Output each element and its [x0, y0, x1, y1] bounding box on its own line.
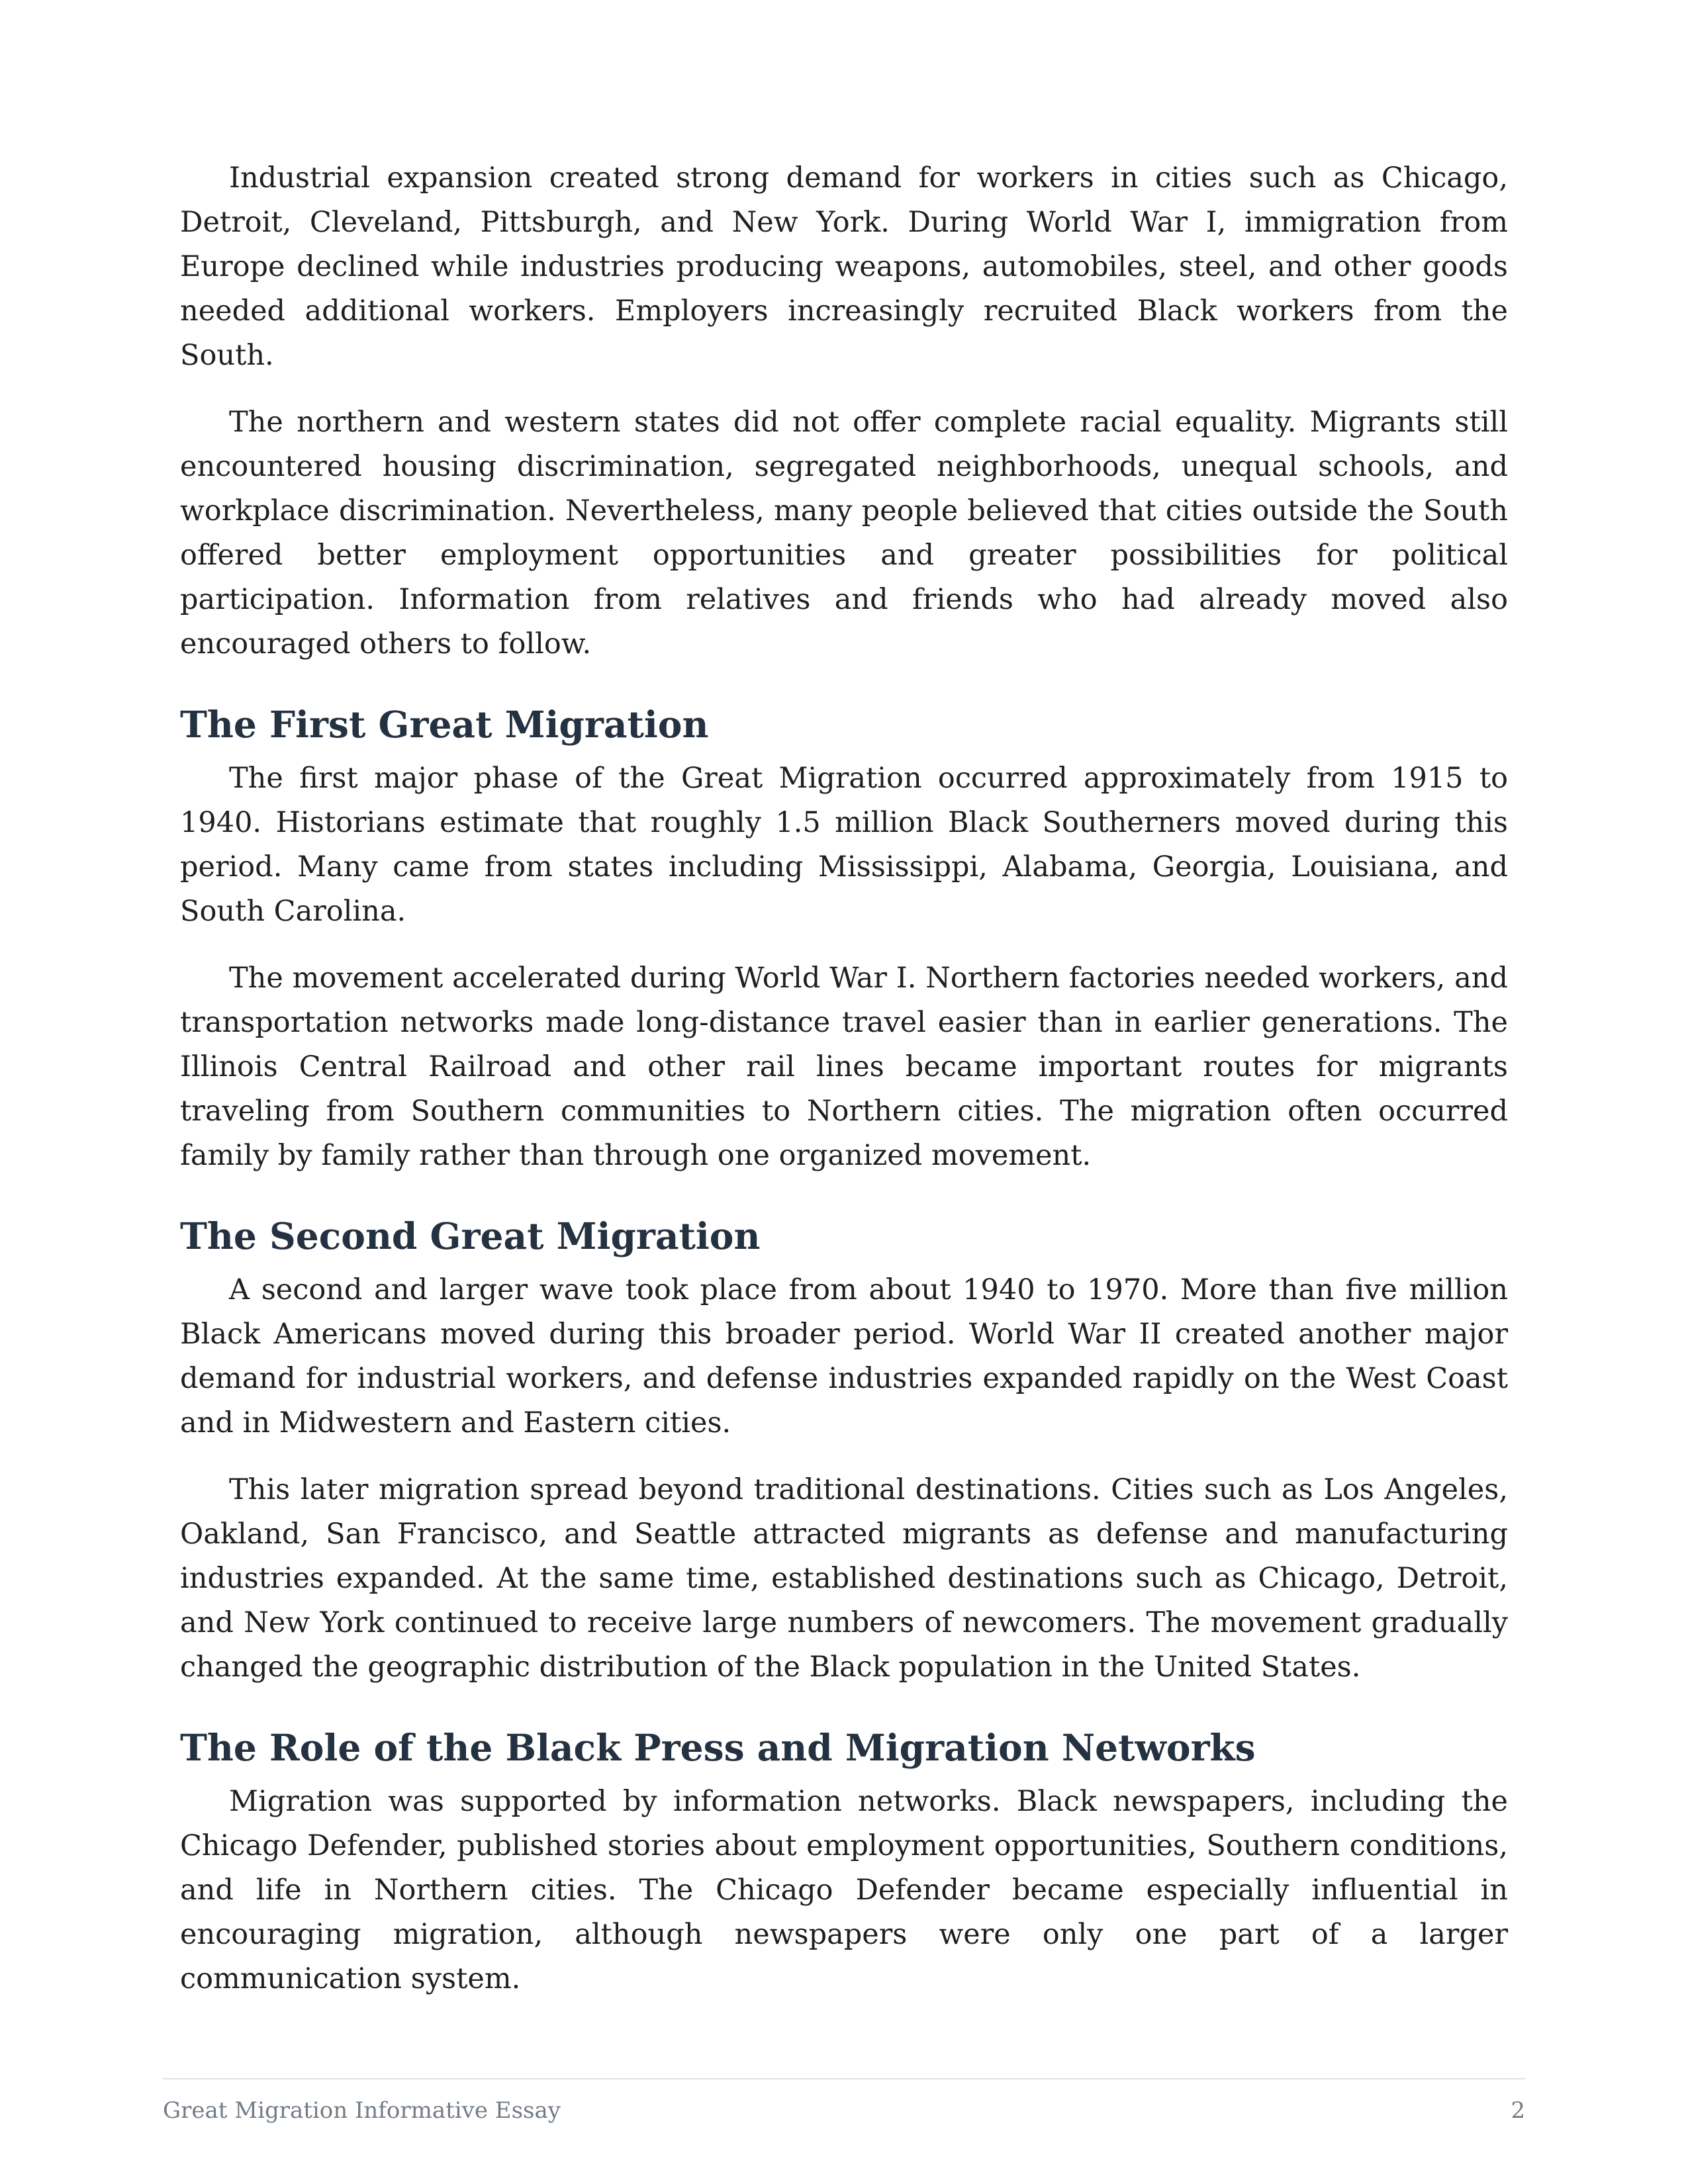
section-heading: The Second Great Migration: [180, 1214, 761, 1257]
section-heading: The Role of the Black Press and Migration Networks: [180, 1726, 1256, 1769]
paragraph: Migration was supported by information networks. Black newspapers, including the Chicago Defender, published stories about employment opportunities, Southern conditions, and life in Northern cities. The Chicago Defender became especially influential in encouraging migration, although newspapers were only one part of a larger communication system.: [180, 1785, 1508, 1995]
paragraph: A second and larger wave took place from about 1940 to 1970. More than five million Black Americans moved during this broader period. World War II created another major demand for industrial workers, and defense industries expanded rapidly on the West Coast and in Midwestern and Eastern cities.: [180, 1273, 1508, 1439]
paragraph: This later migration spread beyond traditional destinations. Cities such as Los Angeles, Oakland, San Francisco, and Seattle attracted migrants as defense and manufacturing industries expanded. At the same time, established destinations such as Chicago, Detroit, and New York continued to receive large numbers of newcomers. The movement gradually changed the geographic distribution of the Black population in the United States.: [180, 1473, 1508, 1684]
section-heading: The First Great Migration: [180, 703, 709, 746]
footer-title: Great Migration Informative Essay: [163, 2097, 561, 2124]
footer-divider: [163, 2078, 1525, 2079]
paragraph: The northern and western states did not offer complete racial equality. Migrants still encountered housing discrimination, segregated neighborhoods, unequal schools, and workplace discrimination. Nevertheless, many people believed that cities outside the South offered better employment opportunities and greater possibilities for political participation. Information from relatives and friends who had already moved also encouraged others to follow.: [180, 406, 1508, 660]
paragraph: The movement accelerated during World War I. Northern factories needed workers, and transportation networks made long-distance travel easier than in earlier generations. The Illinois Central Railroad and other rail lines became important routes for migrants traveling from Southern communities to Northern cities. The migration often occurred family by family rather than through one organized movement.: [180, 962, 1508, 1172]
document-body: [180, 156, 1508, 2024]
paragraph: Industrial expansion created strong demand for workers in cities such as Chicago, Detroit, Cleveland, Pittsburgh, and New York. During World War I, immigration from Europe declined while industries producing weapons, automobiles, steel, and other goods needed additional workers. Employers increasingly recruited Black workers from the South.: [180, 161, 1508, 372]
paragraph: The first major phase of the Great Migration occurred approximately from 1915 to 1940. Historians estimate that roughly 1.5 million Black Southerners moved during this period. Many came from states including Mississippi, Alabama, Georgia, Louisiana, and South Carolina.: [180, 762, 1508, 928]
page-number: 2: [1511, 2097, 1525, 2124]
